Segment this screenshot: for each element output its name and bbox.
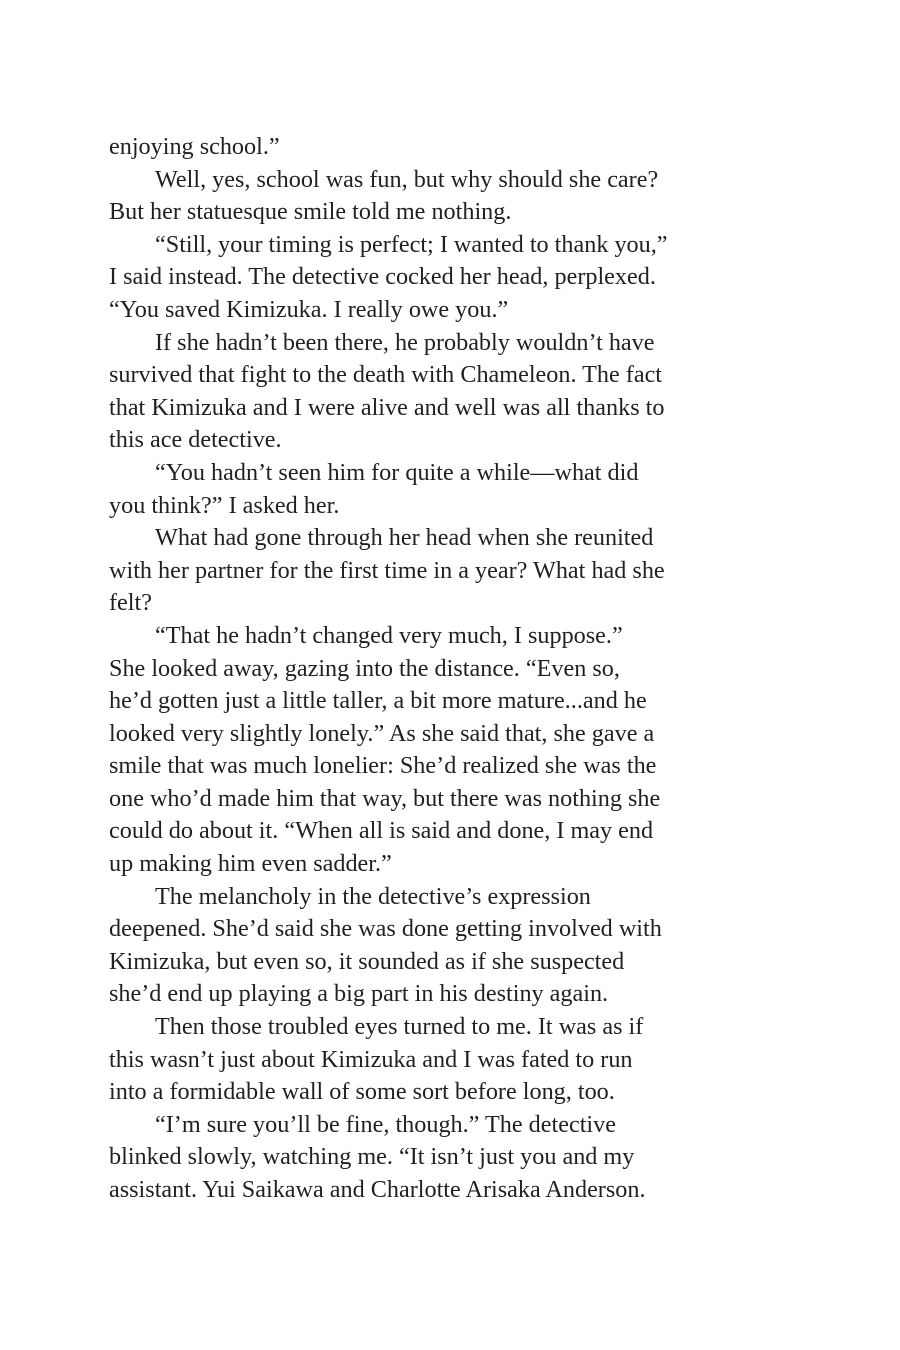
paragraph-9: Then those troubled eyes turned to me. It was as if this wasn’t just about Kimizuka and I was fated to run into a formidable wall of some sort before long, too.	[109, 1013, 644, 1106]
paragraph-7: “That he hadn’t changed very much, I suppose.” She looked away, gazing into the distance. “Even so, he’d gotten just a little taller, a bit more mature...and he looked very slightly lonely.” As she said that, she gave a smile that was much lonelier: She’d realized she was the one who’d made him that way, but there was nothing she could do about it. “When all is said and done, I may end up making him even sadder.”	[109, 621, 661, 878]
paragraph-5: “You hadn’t seen him for quite a while—what did you think?” I asked her.	[109, 458, 639, 519]
paragraph-2: Well, yes, school was fun, but why should she care? But her statuesque smile told me nothing.	[109, 165, 659, 226]
paragraph-8: The melancholy in the detective’s expression deepened. She’d said she was done getting involved with Kimizuka, but even so, it sounded as if she suspected she’d end up playing a big part in his destiny again.	[109, 882, 662, 1008]
paragraph-10: “I’m sure you’ll be fine, though.” The detective blinked slowly, watching me. “It isn’t just you and my assistant. Yui Saikawa and Charlotte Arisaka Anderson.	[109, 1110, 646, 1203]
paragraph-3: “Still, your timing is perfect; I wanted to thank you,” I said instead. The detective cocked her head, perplexed. “You saved Kimizuka. I really owe you.”	[109, 230, 668, 323]
paragraph-4: If she hadn’t been there, he probably wouldn’t have survived that fight to the death with Chameleon. The fact that Kimizuka and I were alive and well was all thanks to this ace detective.	[109, 328, 665, 454]
paragraph-1: enjoying school.”	[109, 133, 280, 160]
body-text	[109, 131, 709, 1207]
paragraph-6: What had gone through her head when she reunited with her partner for the first time in a year? What had she felt?	[109, 524, 665, 617]
